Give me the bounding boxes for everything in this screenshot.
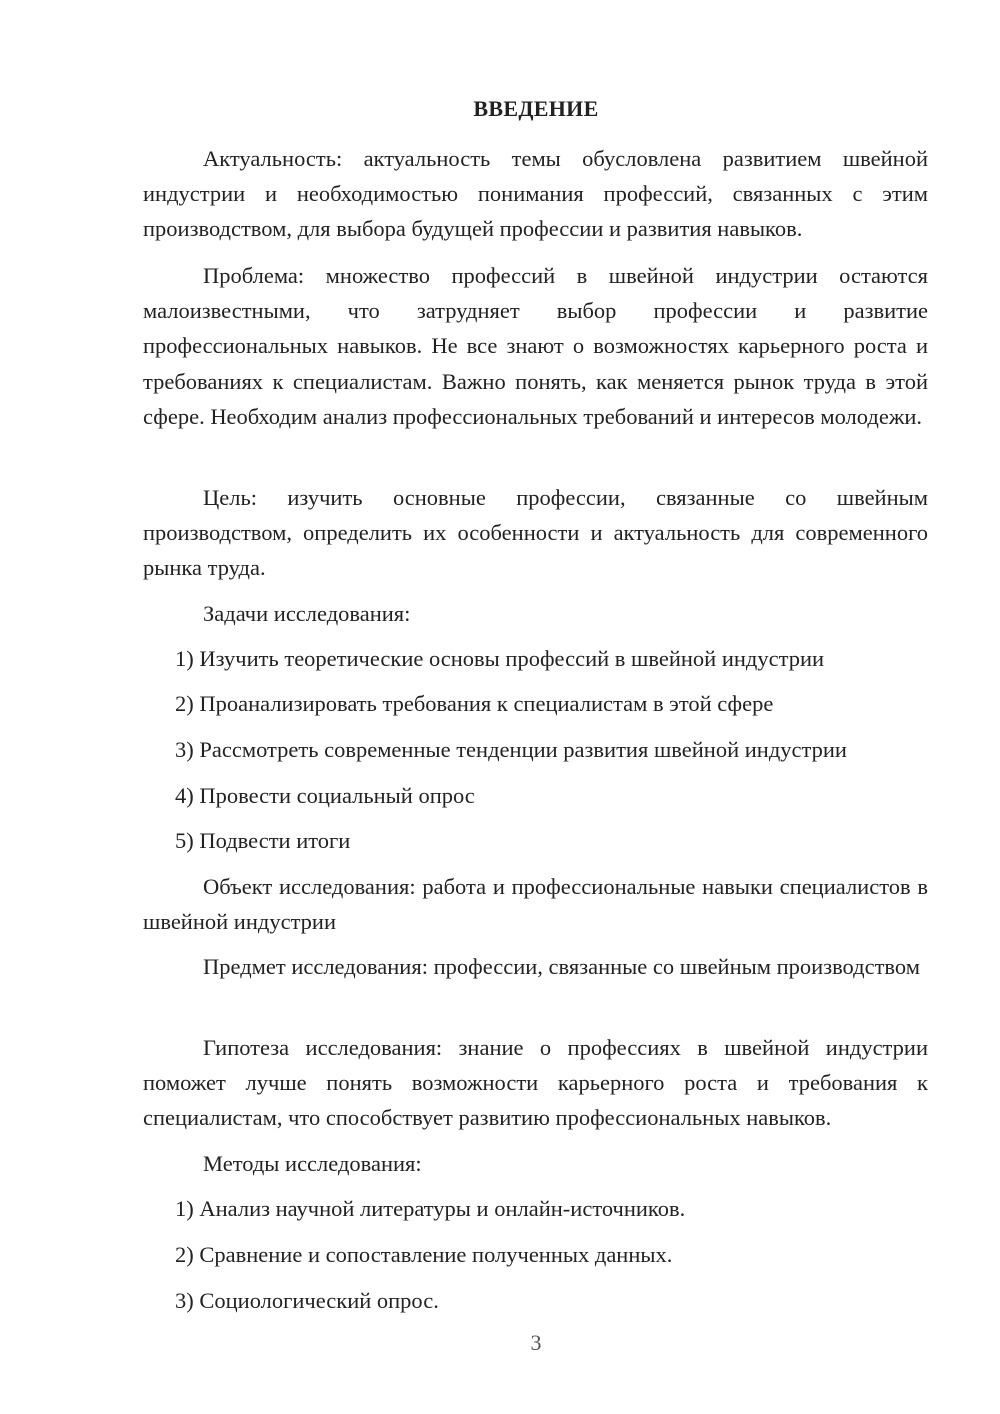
subject-paragraph: Предмет исследования: профессии, связанные со швейным производством bbox=[203, 954, 920, 979]
methods-heading: Методы исследования: bbox=[203, 1151, 422, 1176]
method-item-2: 2) Сравнение и сопоставление полученных данных. bbox=[175, 1242, 673, 1267]
object-paragraph: Объект исследования: работа и профессиональные навыки специалистов в швейной индустрии bbox=[143, 874, 928, 935]
goal-paragraph: Цель: изучить основные профессии, связанные со швейным производством, определить их особенности и актуальность для современного рынка труда. bbox=[143, 485, 928, 581]
task-item-1: 1) Изучить теоретические основы профессий в швейной индустрии bbox=[175, 646, 825, 671]
problem-paragraph: Проблема: множество профессий в швейной индустрии остаются малоизвестными, что затрудняет выбор профессии и развитие профессиональных навыков. Не все знают о возможностях карьерного роста и требованиях к специалистам. Важно понять, как меняется рынок труда в этой сфере. Необходим анализ профессиональных требований и интересов молодежи. bbox=[143, 263, 928, 429]
method-item-1: 1) Анализ научной литературы и онлайн-источников. bbox=[175, 1196, 686, 1221]
task-item-3: 3) Рассмотреть современные тенденции развития швейной индустрии bbox=[175, 737, 847, 762]
hypothesis-paragraph: Гипотеза исследования: знание о профессиях в швейной индустрии поможет лучше понять возможности карьерного роста и требования к специалистам, что способствует развитию профессиональных навыков. bbox=[143, 1035, 928, 1131]
task-item-2: 2) Проанализировать требования к специалистам в этой сфере bbox=[175, 691, 774, 716]
task-item-5: 5) Подвести итоги bbox=[175, 828, 351, 853]
relevance-paragraph: Актуальность: актуальность темы обусловлена развитием швейной индустрии и необходимостью понимания профессий, связанных с этим производством, для выбора будущей профессии и развития навыков. bbox=[143, 146, 928, 242]
page-number: 3 bbox=[530, 1330, 542, 1355]
tasks-heading: Задачи исследования: bbox=[203, 601, 411, 626]
method-item-3: 3) Социологический опрос. bbox=[175, 1288, 439, 1313]
page-title: ВВЕДЕНИЕ bbox=[473, 96, 599, 121]
task-item-4: 4) Провести социальный опрос bbox=[175, 783, 475, 808]
